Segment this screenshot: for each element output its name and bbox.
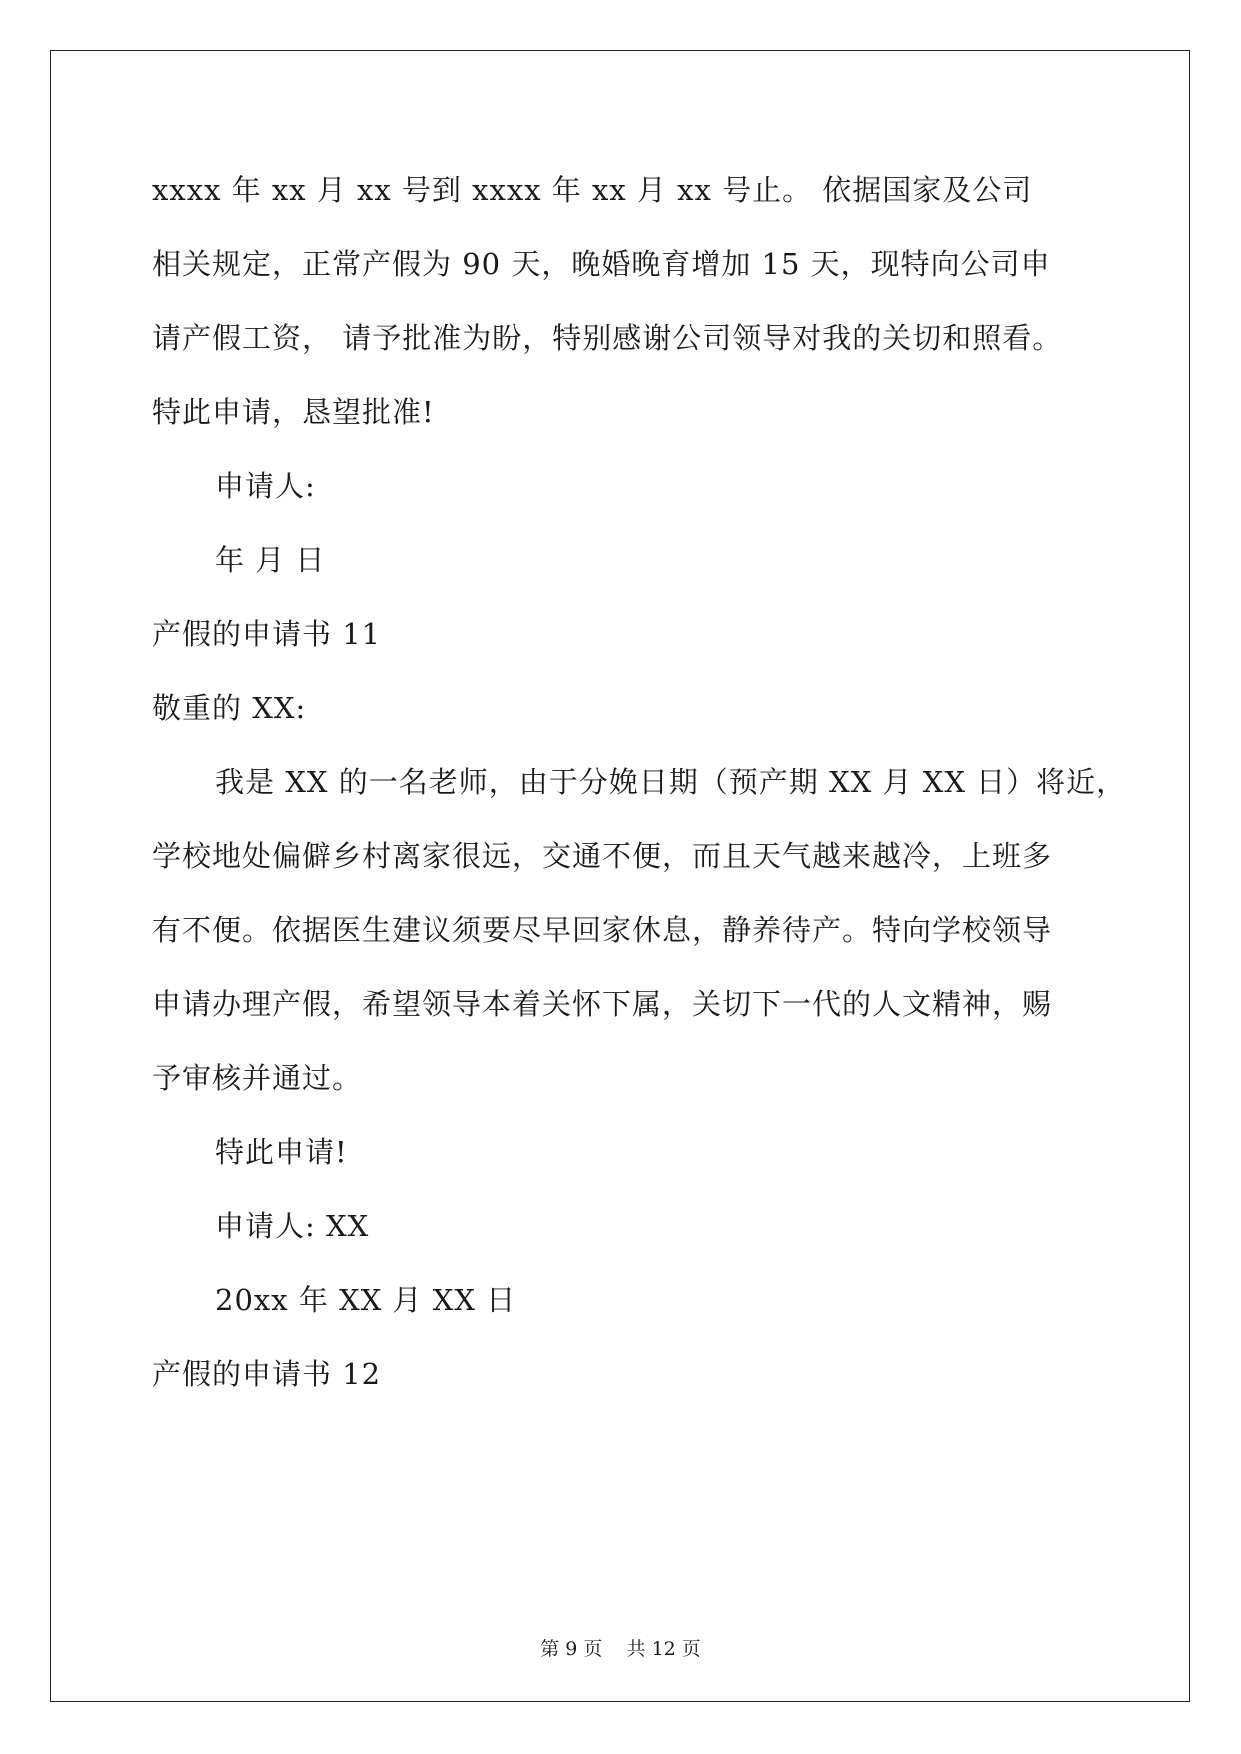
- page-number-footer: 第 9 页 共 12 页: [540, 1638, 701, 1660]
- section-heading: 产假的申请书 11: [152, 617, 382, 651]
- body-text-line: 有不便。依据医生建议须要尽早回家休息，静养待产。特向学校领导: [152, 913, 1053, 947]
- applicant-label: 申请人:: [215, 469, 316, 503]
- body-text-line: 特此申请，恳望批准!: [152, 395, 435, 429]
- applicant-signature: 申请人: XX: [215, 1209, 370, 1243]
- body-text-line: 请产假工资， 请予批准为盼，特别感谢公司领导对我的关切和照看。: [152, 321, 1063, 355]
- body-text-line: 学校地处偏僻乡村离家很远，交通不便，而且天气越来越冷，上班多: [152, 839, 1053, 873]
- section-heading: 产假的申请书 12: [152, 1357, 382, 1391]
- closing: 特此申请!: [215, 1135, 348, 1169]
- body-text-line: 我是 XX 的一名老师，由于分娩日期（预产期 XX 月 XX 日）将近，: [215, 765, 1127, 799]
- date-blank: 年 月 日: [215, 543, 326, 577]
- body-text-line: 相关规定，正常产假为 90 天，晚婚晚育增加 15 天，现特向公司申: [152, 247, 1051, 281]
- body-text-line: 予审核并通过。: [152, 1061, 363, 1095]
- body-text-line: 申请办理产假，希望领导本着关怀下属，关切下一代的人文精神，赐: [152, 987, 1053, 1021]
- page-border: [50, 50, 1190, 1702]
- salutation: 敬重的 XX:: [152, 691, 307, 725]
- body-text-line: xxxx 年 xx 月 xx 号到 xxxx 年 xx 月 xx 号止。 依据国家及公司: [152, 173, 1033, 207]
- date-line: 20xx 年 XX 月 XX 日: [215, 1283, 517, 1317]
